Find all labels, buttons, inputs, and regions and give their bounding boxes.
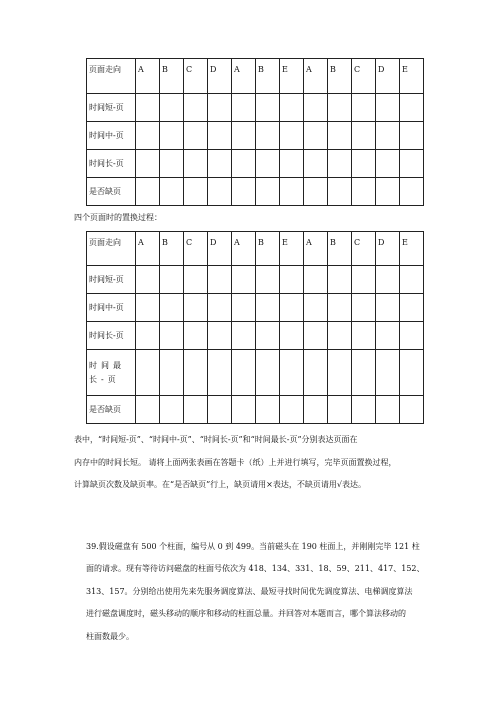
empty-cell bbox=[208, 322, 232, 350]
empty-cell bbox=[280, 396, 304, 424]
empty-cell bbox=[232, 122, 256, 150]
empty-cell bbox=[184, 322, 208, 350]
empty-cell bbox=[328, 178, 352, 206]
row-label: 时间中-页 bbox=[87, 122, 136, 150]
empty-cell bbox=[352, 178, 376, 206]
empty-cell bbox=[328, 266, 352, 294]
empty-cell bbox=[304, 350, 328, 396]
empty-cell bbox=[376, 396, 400, 424]
sequence-cell: C bbox=[184, 59, 208, 94]
sequence-cell: B bbox=[328, 59, 352, 94]
empty-cell bbox=[280, 266, 304, 294]
sequence-cell: A bbox=[304, 59, 328, 94]
empty-cell bbox=[160, 322, 184, 350]
empty-cell bbox=[160, 350, 184, 396]
empty-cell bbox=[400, 322, 424, 350]
empty-cell bbox=[304, 122, 328, 150]
empty-cell bbox=[208, 94, 232, 122]
empty-cell bbox=[280, 294, 304, 322]
question-39-line: 313、157。分别给出使用先来先服务调度算法、最短寻找时间优先调度算法、电梯调度算法 bbox=[86, 587, 413, 596]
empty-cell bbox=[136, 122, 160, 150]
empty-cell bbox=[208, 294, 232, 322]
sequence-cell: A bbox=[136, 232, 160, 266]
note-line: 表中，“时间短-页”、“时间中-页”、“时间长-页”和“时间最长-页”分别表达页面在 bbox=[74, 435, 358, 444]
empty-cell bbox=[376, 350, 400, 396]
empty-cell bbox=[208, 266, 232, 294]
empty-cell bbox=[280, 322, 304, 350]
table-row bbox=[87, 150, 424, 178]
empty-cell bbox=[352, 350, 376, 396]
empty-cell bbox=[184, 294, 208, 322]
sequence-cell: D bbox=[376, 59, 400, 94]
empty-cell bbox=[256, 94, 280, 122]
empty-cell bbox=[232, 150, 256, 178]
sequence-cell: C bbox=[184, 232, 208, 266]
note-line: 内存中的时间长短。 请将上面两张表画在答题卡（纸）上并进行填写，完毕页面置换过程， bbox=[74, 458, 397, 467]
sequence-cell: A bbox=[232, 59, 256, 94]
empty-cell bbox=[400, 294, 424, 322]
empty-cell bbox=[376, 178, 400, 206]
empty-cell bbox=[160, 122, 184, 150]
empty-cell bbox=[256, 150, 280, 178]
row-label: 时间中-页 bbox=[87, 294, 136, 322]
empty-cell bbox=[136, 322, 160, 350]
row-label: 时间长-页 bbox=[87, 322, 136, 350]
empty-cell bbox=[400, 350, 424, 396]
empty-cell bbox=[136, 178, 160, 206]
table-row bbox=[87, 350, 424, 396]
empty-cell bbox=[280, 178, 304, 206]
empty-cell bbox=[208, 178, 232, 206]
empty-cell bbox=[376, 294, 400, 322]
empty-cell bbox=[256, 322, 280, 350]
empty-cell bbox=[184, 122, 208, 150]
table-header-row bbox=[87, 232, 424, 266]
empty-cell bbox=[376, 122, 400, 150]
empty-cell bbox=[232, 266, 256, 294]
empty-cell bbox=[136, 396, 160, 424]
empty-cell bbox=[184, 266, 208, 294]
empty-cell bbox=[376, 322, 400, 350]
empty-cell bbox=[400, 396, 424, 424]
empty-cell bbox=[328, 322, 352, 350]
empty-cell bbox=[328, 94, 352, 122]
empty-cell bbox=[232, 396, 256, 424]
empty-cell bbox=[304, 294, 328, 322]
empty-cell bbox=[136, 266, 160, 294]
empty-cell bbox=[160, 150, 184, 178]
sequence-cell: B bbox=[256, 59, 280, 94]
note-line: 计算缺页次数及缺页率。在“是否缺页”行上，缺页请用×表达，不缺页请用√表达。 bbox=[74, 480, 366, 489]
table-header-row bbox=[87, 59, 424, 94]
header-label: 页面走向 bbox=[87, 232, 136, 266]
empty-cell bbox=[136, 350, 160, 396]
empty-cell bbox=[304, 94, 328, 122]
empty-cell bbox=[352, 294, 376, 322]
empty-cell bbox=[256, 266, 280, 294]
empty-cell bbox=[184, 396, 208, 424]
caption-four-frames: 四个页面时的置换过程： bbox=[74, 213, 162, 222]
header-label: 页面走向 bbox=[87, 59, 136, 94]
row-label: 是否缺页 bbox=[87, 396, 136, 424]
question-39-line: 39.假设磁盘有 500 个柱面，编号从 0 到 499。当前磁头在 190 柱面上，并刚刚完毕 121 柱 bbox=[86, 542, 420, 551]
page-replacement-table-3-frames bbox=[86, 58, 424, 206]
empty-cell bbox=[160, 294, 184, 322]
empty-cell bbox=[256, 396, 280, 424]
row-label: 是否缺页 bbox=[87, 178, 136, 206]
table-row bbox=[87, 322, 424, 350]
sequence-cell: C bbox=[352, 232, 376, 266]
empty-cell bbox=[352, 396, 376, 424]
empty-cell bbox=[184, 150, 208, 178]
empty-cell bbox=[376, 150, 400, 178]
empty-cell bbox=[304, 266, 328, 294]
empty-cell bbox=[160, 178, 184, 206]
empty-cell bbox=[256, 178, 280, 206]
empty-cell bbox=[160, 396, 184, 424]
empty-cell bbox=[208, 396, 232, 424]
table-row bbox=[87, 294, 424, 322]
sequence-cell: E bbox=[280, 59, 304, 94]
sequence-cell: E bbox=[400, 232, 424, 266]
empty-cell bbox=[136, 150, 160, 178]
row-label: 时间长-页 bbox=[87, 150, 136, 178]
table-row bbox=[87, 396, 424, 424]
empty-cell bbox=[352, 150, 376, 178]
empty-cell bbox=[232, 178, 256, 206]
empty-cell bbox=[328, 396, 352, 424]
empty-cell bbox=[208, 150, 232, 178]
empty-cell bbox=[232, 350, 256, 396]
empty-cell bbox=[136, 294, 160, 322]
empty-cell bbox=[184, 94, 208, 122]
page-replacement-table-4-frames bbox=[86, 231, 424, 424]
empty-cell bbox=[136, 94, 160, 122]
empty-cell bbox=[400, 122, 424, 150]
sequence-cell: B bbox=[160, 232, 184, 266]
empty-cell bbox=[280, 94, 304, 122]
sequence-cell: B bbox=[256, 232, 280, 266]
table-row bbox=[87, 178, 424, 206]
empty-cell bbox=[160, 94, 184, 122]
table-row bbox=[87, 266, 424, 294]
empty-cell bbox=[400, 150, 424, 178]
empty-cell bbox=[304, 178, 328, 206]
empty-cell bbox=[232, 294, 256, 322]
empty-cell bbox=[304, 150, 328, 178]
empty-cell bbox=[328, 150, 352, 178]
empty-cell bbox=[256, 294, 280, 322]
empty-cell bbox=[208, 350, 232, 396]
empty-cell bbox=[256, 122, 280, 150]
empty-cell bbox=[256, 350, 280, 396]
empty-cell bbox=[280, 150, 304, 178]
empty-cell bbox=[208, 122, 232, 150]
empty-cell bbox=[328, 294, 352, 322]
sequence-cell: B bbox=[160, 59, 184, 94]
empty-cell bbox=[304, 322, 328, 350]
question-39-line: 柱面数最少。 bbox=[86, 632, 134, 641]
table-row bbox=[87, 94, 424, 122]
empty-cell bbox=[400, 266, 424, 294]
sequence-cell: D bbox=[208, 59, 232, 94]
sequence-cell: D bbox=[208, 232, 232, 266]
sequence-cell: B bbox=[328, 232, 352, 266]
sequence-cell: A bbox=[304, 232, 328, 266]
row-label: 时间短-页 bbox=[87, 266, 136, 294]
empty-cell bbox=[328, 122, 352, 150]
row-label: 时间最长-页 bbox=[87, 350, 136, 396]
empty-cell bbox=[184, 350, 208, 396]
question-39-line: 面的请求。现有等待访问磁盘的柱面号依次为 418、134、331、18、59、211、417、152、 bbox=[86, 564, 425, 573]
empty-cell bbox=[400, 94, 424, 122]
empty-cell bbox=[352, 122, 376, 150]
empty-cell bbox=[232, 94, 256, 122]
sequence-cell: D bbox=[376, 232, 400, 266]
sequence-cell: C bbox=[352, 59, 376, 94]
question-39-line: 进行磁盘调度时，磁头移动的顺序和移动的柱面总量。并回答对本题而言，哪个算法移动的 bbox=[86, 609, 406, 618]
sequence-cell: E bbox=[400, 59, 424, 94]
empty-cell bbox=[328, 350, 352, 396]
empty-cell bbox=[352, 94, 376, 122]
empty-cell bbox=[376, 94, 400, 122]
empty-cell bbox=[184, 178, 208, 206]
empty-cell bbox=[280, 122, 304, 150]
empty-cell bbox=[400, 178, 424, 206]
sequence-cell: A bbox=[232, 232, 256, 266]
empty-cell bbox=[304, 396, 328, 424]
empty-cell bbox=[352, 322, 376, 350]
sequence-cell: A bbox=[136, 59, 160, 94]
sequence-cell: E bbox=[280, 232, 304, 266]
table-row bbox=[87, 122, 424, 150]
empty-cell bbox=[232, 322, 256, 350]
empty-cell bbox=[352, 266, 376, 294]
empty-cell bbox=[376, 266, 400, 294]
empty-cell bbox=[160, 266, 184, 294]
empty-cell bbox=[280, 350, 304, 396]
row-label: 时间短-页 bbox=[87, 94, 136, 122]
